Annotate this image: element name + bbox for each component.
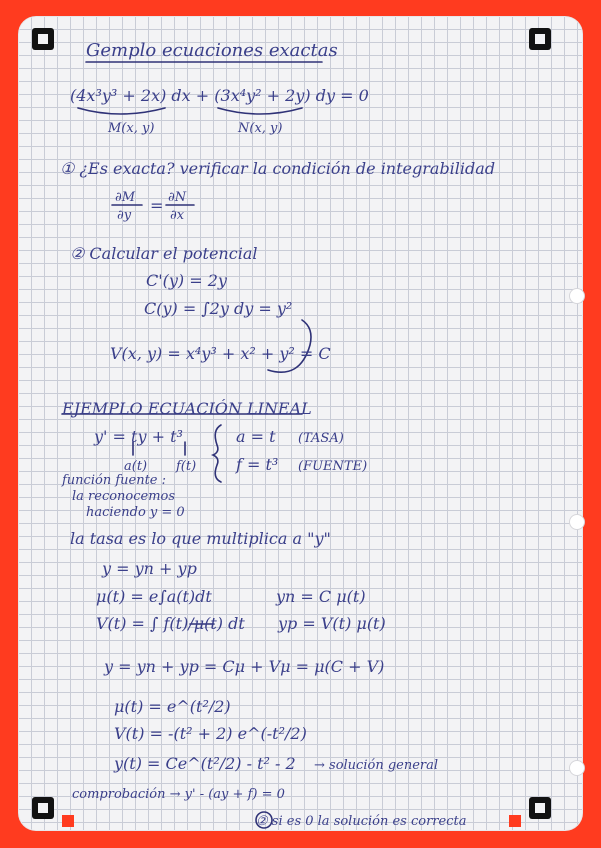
f-note: (FUENTE) [298,459,368,474]
step-1: ① ¿Es exacta? verificar la condición de integrabilidad [60,159,496,178]
title: Gemplo ecuaciones exactas [86,40,338,61]
mu-def: μ(t) = e∫a(t)dt [96,587,212,606]
brace-m [78,108,165,114]
a-def: a = t [236,427,276,446]
exact-equation: (4x³y³ + 2x) dx + (3x⁴y² + 2y) dy = 0 [70,86,369,105]
potential: V(x, y) = x⁴y³ + x² + y² = C [110,344,331,363]
fuente-line-3: haciendo y = 0 [86,505,185,520]
v-def: V(t) = ∫ f(t)/μ(t) dt [96,614,245,633]
fuente-line-2: la reconocemos [72,489,176,504]
dm-top: ∂M [115,190,136,205]
brace-n [218,108,302,114]
solution-sum: y = yn + yp [102,559,197,578]
linear-title: EJEMPLO ECUACIÓN LINEAL [62,399,312,418]
dn-top: ∂N [168,190,187,205]
step-2: ② Calcular el potencial [70,244,258,263]
big-brace [213,425,221,482]
dm-bottom: ∂y [117,208,132,223]
deriv-equals: = [150,196,164,215]
mu-calc: μ(t) = e^(t²/2) [114,697,231,716]
label-m: M(x, y) [108,121,155,136]
comprobacion: comprobación → y' - (ay + f) = 0 [72,787,285,802]
linear-equation: y' = ty + t³ [94,427,183,446]
a-note: (TASA) [298,431,344,446]
label-f: f(t) [176,459,197,474]
f-def: f = t³ [236,455,279,474]
tasa-note: la tasa es lo que multiplica a "y" [70,529,331,548]
yn-def: yn = C μ(t) [276,587,366,606]
label-a: a(t) [124,459,148,474]
y-calc-note: → solución general [314,758,439,773]
c-prime: C'(y) = 2y [146,271,227,290]
comprobacion-note: ② si es 0 la solución es correcta [256,814,467,829]
fuente-line-1: función fuente : [62,473,167,488]
yp-def: yp = V(t) μ(t) [278,614,386,633]
c-integral: C(y) = ∫2y dy = y² [144,299,293,318]
v-calc: V(t) = -(t² + 2) e^(-t²/2) [114,724,307,743]
y-calc: y(t) = Ce^(t²/2) - t² - 2 [114,754,296,773]
y-combined: y = yn + yp = Cμ + Vμ = μ(C + V) [104,657,385,676]
dn-bottom: ∂x [170,208,185,223]
label-n: N(x, y) [238,121,283,136]
